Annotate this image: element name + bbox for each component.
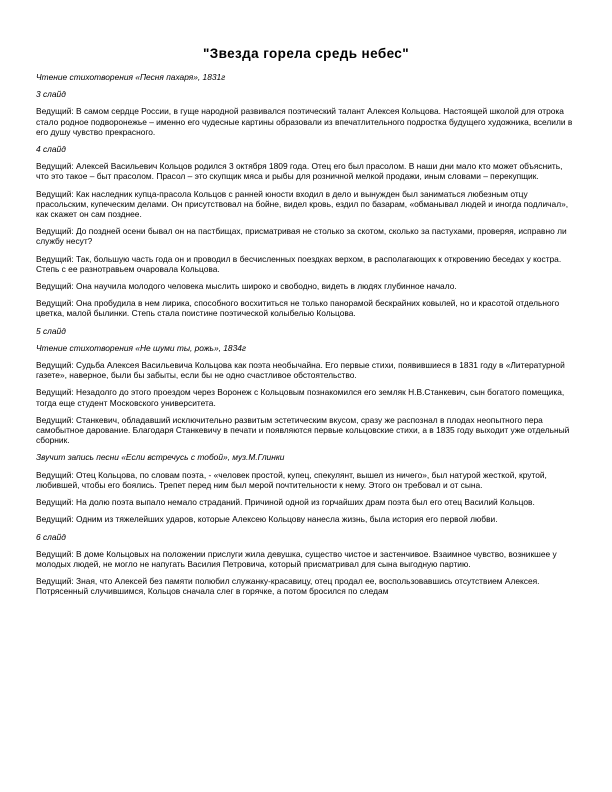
narrator-paragraph: Ведущий: В самом сердце России, в гуще народной развивался поэтический талант Алексея Кольцова. Настоящей школой для отрока стало родное подворонежье – именно его чудесные картины образовали из впечатлительного подростка будущего художника, вселили в его душу чувство прекрасного. [36, 106, 573, 137]
stage-note: Звучит запись песни «Если встречусь с тобой», муз.М.Глинки [36, 452, 285, 463]
document-page [36, 46, 576, 604]
narrator-paragraph: Ведущий: Алексей Васильевич Кольцов родился 3 октября 1809 года. Отец его был прасолом. В наши дни мало кто может объяснить, что это такое – быт прасолом. Прасол – это скупщик мяса и рыбы для розничной мелкой продажи, иным словами – перекупщик. [36, 161, 563, 182]
stage-note: Чтение стихотворения «Песня пахаря», 1831г [36, 72, 226, 82]
stage-note: 5 слайд [36, 325, 66, 336]
narrator-paragraph: Ведущий: Судьба Алексея Васильевича Кольцова как поэта необычайна. Его первые стихи, появившиеся в 1831 году в «Литературной газете», наверное, были бы забыты, если бы не одно счастливое обстоятельство. [36, 360, 565, 381]
narrator-paragraph: Ведущий: Станкевич, обладавший исключительно развитым эстетическим вкусом, сразу же распознал в плодах неопытного пера самобытное дарование. Благодаря Станкевичу в печати и появляются первые кольцовские стихи, а в 1835 году выходит уже отдельный сборник. [36, 414, 570, 446]
document-title: "Звезда горела средь небес" [202, 46, 410, 61]
narrator-paragraph: Ведущий: Одним из тяжелейших ударов, которые Алексею Кольцову нанесла жизнь, была история его первой любви. [36, 514, 498, 525]
narrator-paragraph: Ведущий: Отец Кольцова, по словам поэта, - «человек простой, купец, спекулянт, вышел из ничего», был натурой жесткой, крутой, любившей, чтобы его боялись. Трепет перед ним был мерой почтительности к нему. Этого он требовал и от сына. [36, 469, 547, 490]
stage-note: Чтение стихотворения «Не шуми ты, рожь», 1834г [36, 342, 247, 353]
stage-note: 4 слайд [36, 144, 66, 155]
narrator-paragraph: Ведущий: В доме Кольцовых на положении прислуги жила девушка, существо чистое и застенчивое. Взаимное чувство, возникшее у молодых людей, не могло не напугать Василия Петровича, который присматривал для сына выгодную партию. [36, 548, 557, 569]
document-body [36, 72, 576, 597]
narrator-paragraph: Ведущий: Незадолго до этого проездом через Воронеж с Кольцовым познакомился его земляк Н.В.Станкевич, сын богатого помещика, тогда еще студент Московского университета. [36, 387, 565, 408]
stage-note: 3 слайд [36, 89, 66, 100]
narrator-paragraph: Ведущий: Так, большую часть года он и проводил в бесчисленных поездках верхом, в располагающих к откровению беседах у костра. Степь с ее разнотравьем очаровала Кольцова. [36, 253, 562, 274]
stage-note: 6 слайд [36, 531, 66, 542]
narrator-paragraph: Ведущий: До поздней осени бывал он на пастбищах, присматривая не столько за скотом, сколько за пастухами, проверяя, исправно ли службу несут? [36, 226, 567, 247]
narrator-paragraph: Ведущий: Она пробудила в нем лирика, способного восхититься не только панорамой бескрайних ковылей, но и красотой отдельного цветка, малой былинки. Степь стала поистине поэтической колыбелью Кольцова. [36, 298, 560, 319]
narrator-paragraph: Ведущий: Как наследник купца-прасола Кольцов с ранней юности входил в дело и вынужден был заниматься любезным отцу прасольским, купеческим делами. Он присутствовал на бойне, видел кровь, ездил по базарам, «обманывал людей и иногда подличал», как скажет он сам позднее. [36, 188, 569, 220]
narrator-paragraph: Ведущий: Зная, что Алексей без памяти полюбил служанку-красавицу, отец продал ее, воспользовавшись отсутствием Алексея. Потрясенный случившимся, Кольцов сначала слег в горячке, а потом бросился по следам [36, 576, 540, 597]
narrator-paragraph: Ведущий: На долю поэта выпало немало страданий. Причиной одной из горчайших драм поэта был его отец Василий Кольцов. [36, 497, 535, 508]
narrator-paragraph: Ведущий: Она научила молодого человека мыслить широко и свободно, видеть в людях глубинное начало. [36, 281, 457, 292]
